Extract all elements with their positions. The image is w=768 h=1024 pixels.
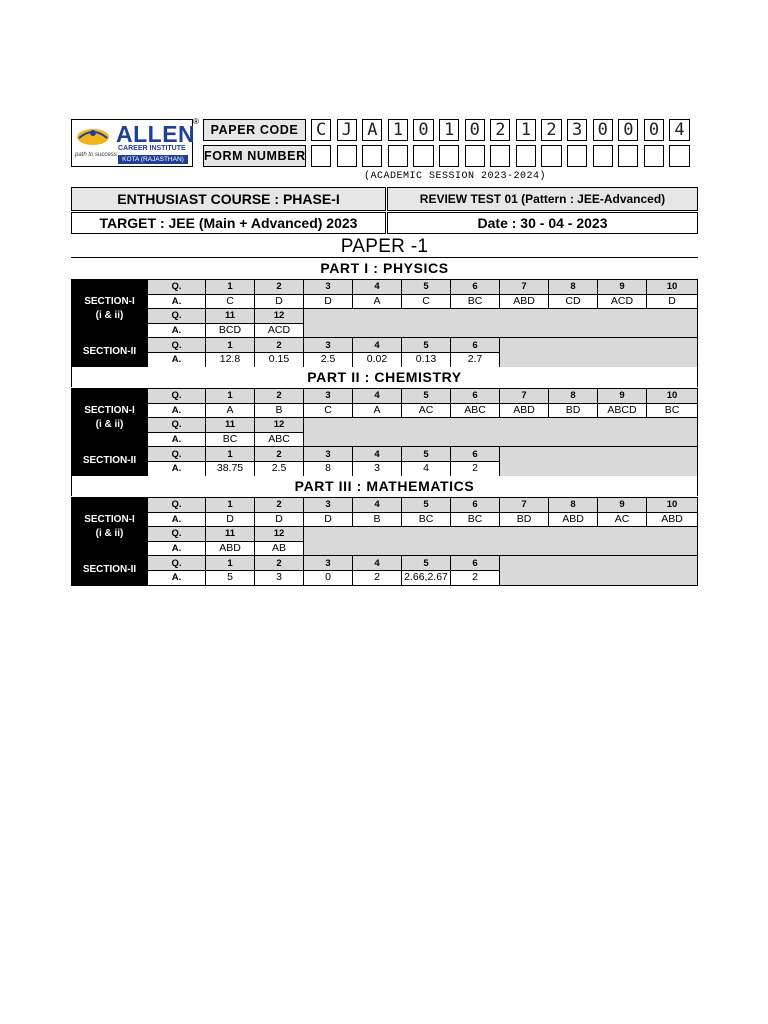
part-title: PART I : PHYSICS bbox=[71, 258, 698, 278]
answer-header: A. bbox=[148, 403, 206, 418]
question-number: 5 bbox=[402, 447, 451, 462]
part-title: PART III : MATHEMATICS bbox=[71, 476, 698, 496]
answer-value: 38.75 bbox=[206, 461, 255, 476]
question-number: 5 bbox=[402, 556, 451, 571]
question-number: 6 bbox=[451, 338, 500, 353]
form-number-digit-box bbox=[516, 145, 536, 167]
answer-header: A. bbox=[148, 294, 206, 309]
logo-brand: ALLEN bbox=[116, 121, 196, 147]
section-2-label: SECTION-II bbox=[72, 556, 148, 585]
answer-value: 8 bbox=[304, 461, 353, 476]
answer-value: 2.7 bbox=[451, 352, 500, 367]
form-number-digit-box bbox=[567, 145, 587, 167]
question-number: 9 bbox=[598, 498, 647, 513]
paper-code-digit-box: A bbox=[362, 119, 382, 141]
blank-area bbox=[304, 418, 698, 447]
question-number: 1 bbox=[206, 447, 255, 462]
question-number: 1 bbox=[206, 389, 255, 404]
answer-value: C bbox=[304, 403, 353, 418]
question-number: 5 bbox=[402, 280, 451, 295]
paper-code-digit-box: J bbox=[337, 119, 357, 141]
answer-value: A bbox=[206, 403, 255, 418]
target-exam: TARGET : JEE (Main + Advanced) 2023 bbox=[71, 212, 386, 234]
paper-code-digit-box: 3 bbox=[567, 119, 587, 141]
question-number: 2 bbox=[255, 389, 304, 404]
form-number-digit-box bbox=[618, 145, 638, 167]
form-number-digit-box bbox=[490, 145, 510, 167]
answer-value: 2 bbox=[451, 461, 500, 476]
answer-value: CD bbox=[549, 294, 598, 309]
question-number: 1 bbox=[206, 338, 255, 353]
question-number: 6 bbox=[451, 280, 500, 295]
course-name: ENTHUSIAST COURSE : PHASE-I bbox=[71, 187, 386, 211]
question-number: 3 bbox=[304, 447, 353, 462]
answer-value: 0 bbox=[304, 570, 353, 585]
question-number: 6 bbox=[451, 389, 500, 404]
question-number: 1 bbox=[206, 280, 255, 295]
logo-location: KOTA (RAJASTHAN) bbox=[118, 155, 188, 164]
answer-value: 3 bbox=[255, 570, 304, 585]
answer-value: AC bbox=[598, 512, 647, 527]
section-1-subtitle: (i & ii) bbox=[95, 418, 124, 430]
answer-value: 2.5 bbox=[255, 461, 304, 476]
answer-value: ACD bbox=[255, 323, 304, 338]
question-number: 2 bbox=[255, 556, 304, 571]
question-number: 9 bbox=[598, 280, 647, 295]
question-header: Q. bbox=[148, 556, 206, 571]
answer-value: ABD bbox=[549, 512, 598, 527]
question-number: 6 bbox=[451, 556, 500, 571]
answer-header: A. bbox=[148, 461, 206, 476]
answer-value: D bbox=[206, 512, 255, 527]
question-number: 4 bbox=[353, 498, 402, 513]
question-number: 5 bbox=[402, 338, 451, 353]
answer-value: D bbox=[647, 294, 698, 309]
question-number: 2 bbox=[255, 338, 304, 353]
form-number-digit-box bbox=[311, 145, 331, 167]
question-number: 4 bbox=[353, 447, 402, 462]
question-number: 7 bbox=[500, 389, 549, 404]
question-number: 12 bbox=[255, 418, 304, 433]
answer-value: BC bbox=[402, 512, 451, 527]
answer-header: A. bbox=[148, 512, 206, 527]
answer-table bbox=[71, 279, 698, 368]
allen-emblem-icon bbox=[75, 124, 111, 146]
answer-value: BC bbox=[451, 512, 500, 527]
paper-code-label: PAPER CODE bbox=[203, 119, 306, 141]
question-number: 4 bbox=[353, 556, 402, 571]
answer-value: ABD bbox=[206, 541, 255, 556]
answer-value: BD bbox=[549, 403, 598, 418]
question-header: Q. bbox=[148, 338, 206, 353]
form-number-digit-box bbox=[388, 145, 408, 167]
answer-table bbox=[71, 497, 698, 586]
paper-code-digit-box: 0 bbox=[644, 119, 664, 141]
paper-code-digit-box: 4 bbox=[669, 119, 689, 141]
section-1-title: SECTION-I bbox=[84, 404, 135, 416]
form-number-digit-box bbox=[337, 145, 357, 167]
question-number: 1 bbox=[206, 498, 255, 513]
blank-area bbox=[500, 338, 698, 367]
form-number-digit-box bbox=[362, 145, 382, 167]
answer-value: D bbox=[255, 512, 304, 527]
blank-area bbox=[304, 527, 698, 556]
paper-code-digit-box: 2 bbox=[541, 119, 561, 141]
blank-area bbox=[304, 309, 698, 338]
answer-value: C bbox=[206, 294, 255, 309]
answer-value: ABCD bbox=[598, 403, 647, 418]
question-number: 9 bbox=[598, 389, 647, 404]
answer-value: A bbox=[353, 294, 402, 309]
review-test-title: REVIEW TEST 01 (Pattern : JEE-Advanced) bbox=[387, 187, 698, 211]
question-number: 3 bbox=[304, 389, 353, 404]
allen-logo bbox=[71, 119, 196, 167]
answer-value: 0.15 bbox=[255, 352, 304, 367]
section-1-subtitle: (i & ii) bbox=[95, 527, 124, 539]
paper-code-digit-box: 0 bbox=[413, 119, 433, 141]
answer-value: 3 bbox=[353, 461, 402, 476]
answer-value: 5 bbox=[206, 570, 255, 585]
answer-value: BC bbox=[451, 294, 500, 309]
answer-value: BC bbox=[206, 432, 255, 447]
answer-header: A. bbox=[148, 432, 206, 447]
form-number-digit-box bbox=[439, 145, 459, 167]
answer-value: ABC bbox=[451, 403, 500, 418]
answer-value: ABD bbox=[647, 512, 698, 527]
answer-header: A. bbox=[148, 352, 206, 367]
blank-area bbox=[500, 447, 698, 476]
form-number-label: FORM NUMBER bbox=[203, 145, 306, 167]
answer-value: ABC bbox=[255, 432, 304, 447]
answer-value: 2 bbox=[353, 570, 402, 585]
question-number: 11 bbox=[206, 418, 255, 433]
paper-code-digit-box: 0 bbox=[465, 119, 485, 141]
paper-code-digit-box: 2 bbox=[490, 119, 510, 141]
question-number: 4 bbox=[353, 280, 402, 295]
question-number: 4 bbox=[353, 389, 402, 404]
answer-value: BC bbox=[647, 403, 698, 418]
question-number: 11 bbox=[206, 309, 255, 324]
logo-institute: CAREER INSTITUTE bbox=[118, 145, 186, 152]
form-number-digit-box bbox=[465, 145, 485, 167]
question-number: 10 bbox=[647, 389, 698, 404]
paper-code-digit-box: 0 bbox=[593, 119, 613, 141]
blank-area bbox=[500, 556, 698, 585]
academic-session: (ACADEMIC SESSION 2023-2024) bbox=[363, 171, 547, 182]
question-header: Q. bbox=[148, 447, 206, 462]
question-number: 2 bbox=[255, 447, 304, 462]
answer-header: A. bbox=[148, 541, 206, 556]
answer-value: 12.8 bbox=[206, 352, 255, 367]
answer-value: A bbox=[353, 403, 402, 418]
answer-value: ACD bbox=[598, 294, 647, 309]
section-1-label bbox=[72, 389, 148, 447]
answer-value: BCD bbox=[206, 323, 255, 338]
question-number: 3 bbox=[304, 338, 353, 353]
question-number: 8 bbox=[549, 280, 598, 295]
form-number-digit-box bbox=[413, 145, 433, 167]
section-1-subtitle: (i & ii) bbox=[95, 309, 124, 321]
answer-value: B bbox=[353, 512, 402, 527]
answer-value: D bbox=[255, 294, 304, 309]
form-number-digit-box bbox=[541, 145, 561, 167]
answer-value: BD bbox=[500, 512, 549, 527]
answer-value: B bbox=[255, 403, 304, 418]
question-header: Q. bbox=[148, 280, 206, 295]
section-1-label bbox=[72, 280, 148, 338]
answer-value: 2 bbox=[451, 570, 500, 585]
question-number: 8 bbox=[549, 498, 598, 513]
section-1-title: SECTION-I bbox=[84, 513, 135, 525]
section-1-label bbox=[72, 498, 148, 556]
answer-value: D bbox=[304, 294, 353, 309]
question-number: 6 bbox=[451, 498, 500, 513]
paper-code-digit-box: 1 bbox=[439, 119, 459, 141]
answer-value: 2.66,2.67 bbox=[402, 570, 451, 585]
question-number: 10 bbox=[647, 498, 698, 513]
answer-header: A. bbox=[148, 323, 206, 338]
form-number-digit-box bbox=[644, 145, 664, 167]
question-number: 12 bbox=[255, 309, 304, 324]
form-number-digit-box bbox=[593, 145, 613, 167]
question-header: Q. bbox=[148, 418, 206, 433]
question-number: 4 bbox=[353, 338, 402, 353]
question-number: 11 bbox=[206, 527, 255, 542]
answer-value: D bbox=[304, 512, 353, 527]
question-header: Q. bbox=[148, 498, 206, 513]
section-2-label: SECTION-II bbox=[72, 338, 148, 367]
question-number: 3 bbox=[304, 556, 353, 571]
section-2-label: SECTION-II bbox=[72, 447, 148, 476]
answer-value: 2.5 bbox=[304, 352, 353, 367]
question-number: 5 bbox=[402, 389, 451, 404]
question-number: 7 bbox=[500, 280, 549, 295]
registered-mark: ® bbox=[193, 117, 199, 126]
logo-tagline: path to success bbox=[75, 152, 117, 158]
section-1-title: SECTION-I bbox=[84, 295, 135, 307]
question-number: 3 bbox=[304, 280, 353, 295]
question-number: 1 bbox=[206, 556, 255, 571]
question-number: 12 bbox=[255, 527, 304, 542]
question-number: 2 bbox=[255, 280, 304, 295]
question-number: 8 bbox=[549, 389, 598, 404]
answer-table bbox=[71, 388, 698, 477]
answer-header: A. bbox=[148, 570, 206, 585]
paper-title: PAPER -1 bbox=[340, 236, 429, 257]
question-number: 7 bbox=[500, 498, 549, 513]
paper-code-digit-box: C bbox=[311, 119, 331, 141]
answer-value: AC bbox=[402, 403, 451, 418]
question-number: 5 bbox=[402, 498, 451, 513]
question-number: 10 bbox=[647, 280, 698, 295]
answer-value: AB bbox=[255, 541, 304, 556]
answer-value: 0.02 bbox=[353, 352, 402, 367]
answer-value: C bbox=[402, 294, 451, 309]
question-number: 6 bbox=[451, 447, 500, 462]
question-number: 2 bbox=[255, 498, 304, 513]
answer-value: 0.13 bbox=[402, 352, 451, 367]
question-header: Q. bbox=[148, 309, 206, 324]
answer-value: ABD bbox=[500, 294, 549, 309]
question-header: Q. bbox=[148, 527, 206, 542]
question-number: 3 bbox=[304, 498, 353, 513]
paper-code-digit-box: 0 bbox=[618, 119, 638, 141]
test-date: Date : 30 - 04 - 2023 bbox=[387, 212, 698, 234]
answer-value: ABD bbox=[500, 403, 549, 418]
paper-code-digit-box: 1 bbox=[516, 119, 536, 141]
answer-value: 4 bbox=[402, 461, 451, 476]
form-number-digit-box bbox=[669, 145, 689, 167]
part-title: PART II : CHEMISTRY bbox=[71, 367, 698, 387]
paper-code-digit-box: 1 bbox=[388, 119, 408, 141]
question-header: Q. bbox=[148, 389, 206, 404]
